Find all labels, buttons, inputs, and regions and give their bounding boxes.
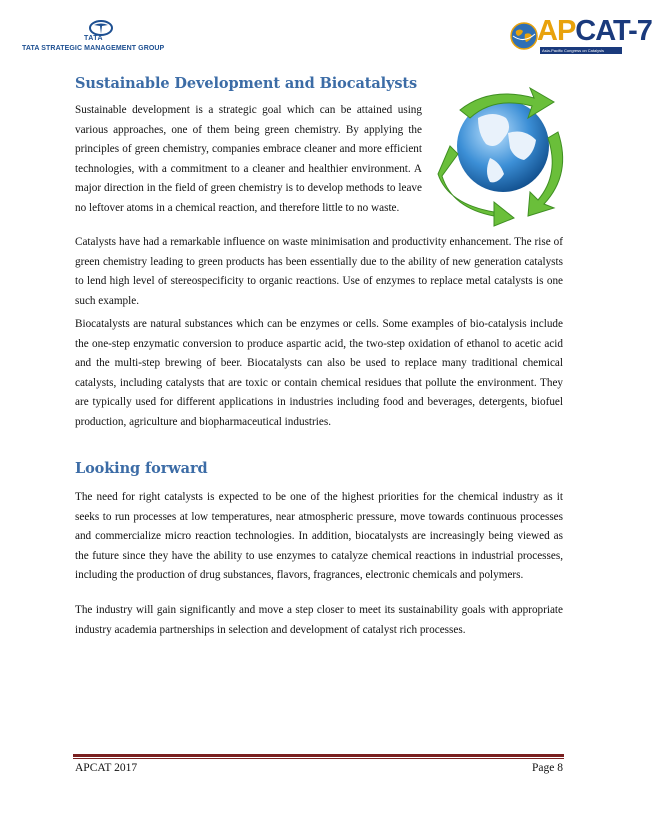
tata-group-name: TATA STRATEGIC MANAGEMENT GROUP xyxy=(22,45,165,52)
apcat-tagline: Asia-Pacific Congress on Catalysis xyxy=(540,47,622,54)
apcat-logo xyxy=(510,15,652,56)
tata-logo xyxy=(22,20,182,54)
paragraph: Catalysts have had a remarkable influence on waste minimisation and productivity enhancement. The rise of green chemistry leading to green products has been essentially due to the ability of new generation catalysts to lend high level of stereospecificity to organic reactions. Use of enzymes to replace metal catalysts is one such example. xyxy=(75,236,563,307)
paragraph: The industry will gain significantly and move a step closer to meet its sustainability goals with appropriate industry academia partnerships in selection and development of catalyst rich processes. xyxy=(75,604,563,636)
footer-rule xyxy=(73,754,564,757)
paragraph: Sustainable development is a strategic goal which can be attained using various approaches, one of them being green chemistry. By applying the principles of green chemistry, companies embrace cleaner and more efficient technologies, with a commitment to a cleaner and healthier environment. A major direction in the field of green chemistry is to develop methods to leave no leftover atoms in a chemical reaction, and therefore little to no waste. xyxy=(75,104,422,214)
apcat-brand xyxy=(537,15,652,48)
tata-logo-icon xyxy=(88,20,114,36)
paragraph: Biocatalysts are natural substances which can be enzymes or cells. Some examples of bio-catalysis include the one-step enzymatic conversion to produce aspartic acid, the two-step oxidation of ethanol to acetic acid and the multi-step brewing of beer. Biocatalysts can also be used to replace many traditional chemical catalysts, including catalysts that are toxic or contain chemical residues that pollute the environment. They are typically used for different applications in industries including food and beverages, detergents, biofuel production, agriculture and biopharmaceutical industries. xyxy=(75,318,563,428)
recycle-globe-icon xyxy=(438,88,568,226)
tata-brand-text: TATA xyxy=(84,35,104,42)
section-title-sustainable-development: Sustainable Development and Biocatalysts xyxy=(75,75,418,92)
paragraph: The need for right catalysts is expected to be one of the highest priorities for the chemical industry as it seeks to run processes at low temperatures, near atmospheric pressure, move towards continuous processes and commercialize micro reaction technologies. In addition, biocatalysts are increasingly being viewed as the future since they have the ability to use enzymes to catalyze chemical reactions in industrial processes, including the production of drug substances, flavors, fragrances, electronic chemicals and polymers. xyxy=(75,491,563,582)
footer-rule-thin xyxy=(73,758,564,759)
footer-doc-title: APCAT 2017 xyxy=(75,762,138,774)
globe-icon xyxy=(510,22,538,50)
page-number: Page 8 xyxy=(532,762,563,774)
apcat-brand-rest: CAT-7 xyxy=(575,15,652,47)
section-title-looking-forward: Looking forward xyxy=(75,460,208,477)
apcat-brand-prefix: AP xyxy=(537,15,576,47)
